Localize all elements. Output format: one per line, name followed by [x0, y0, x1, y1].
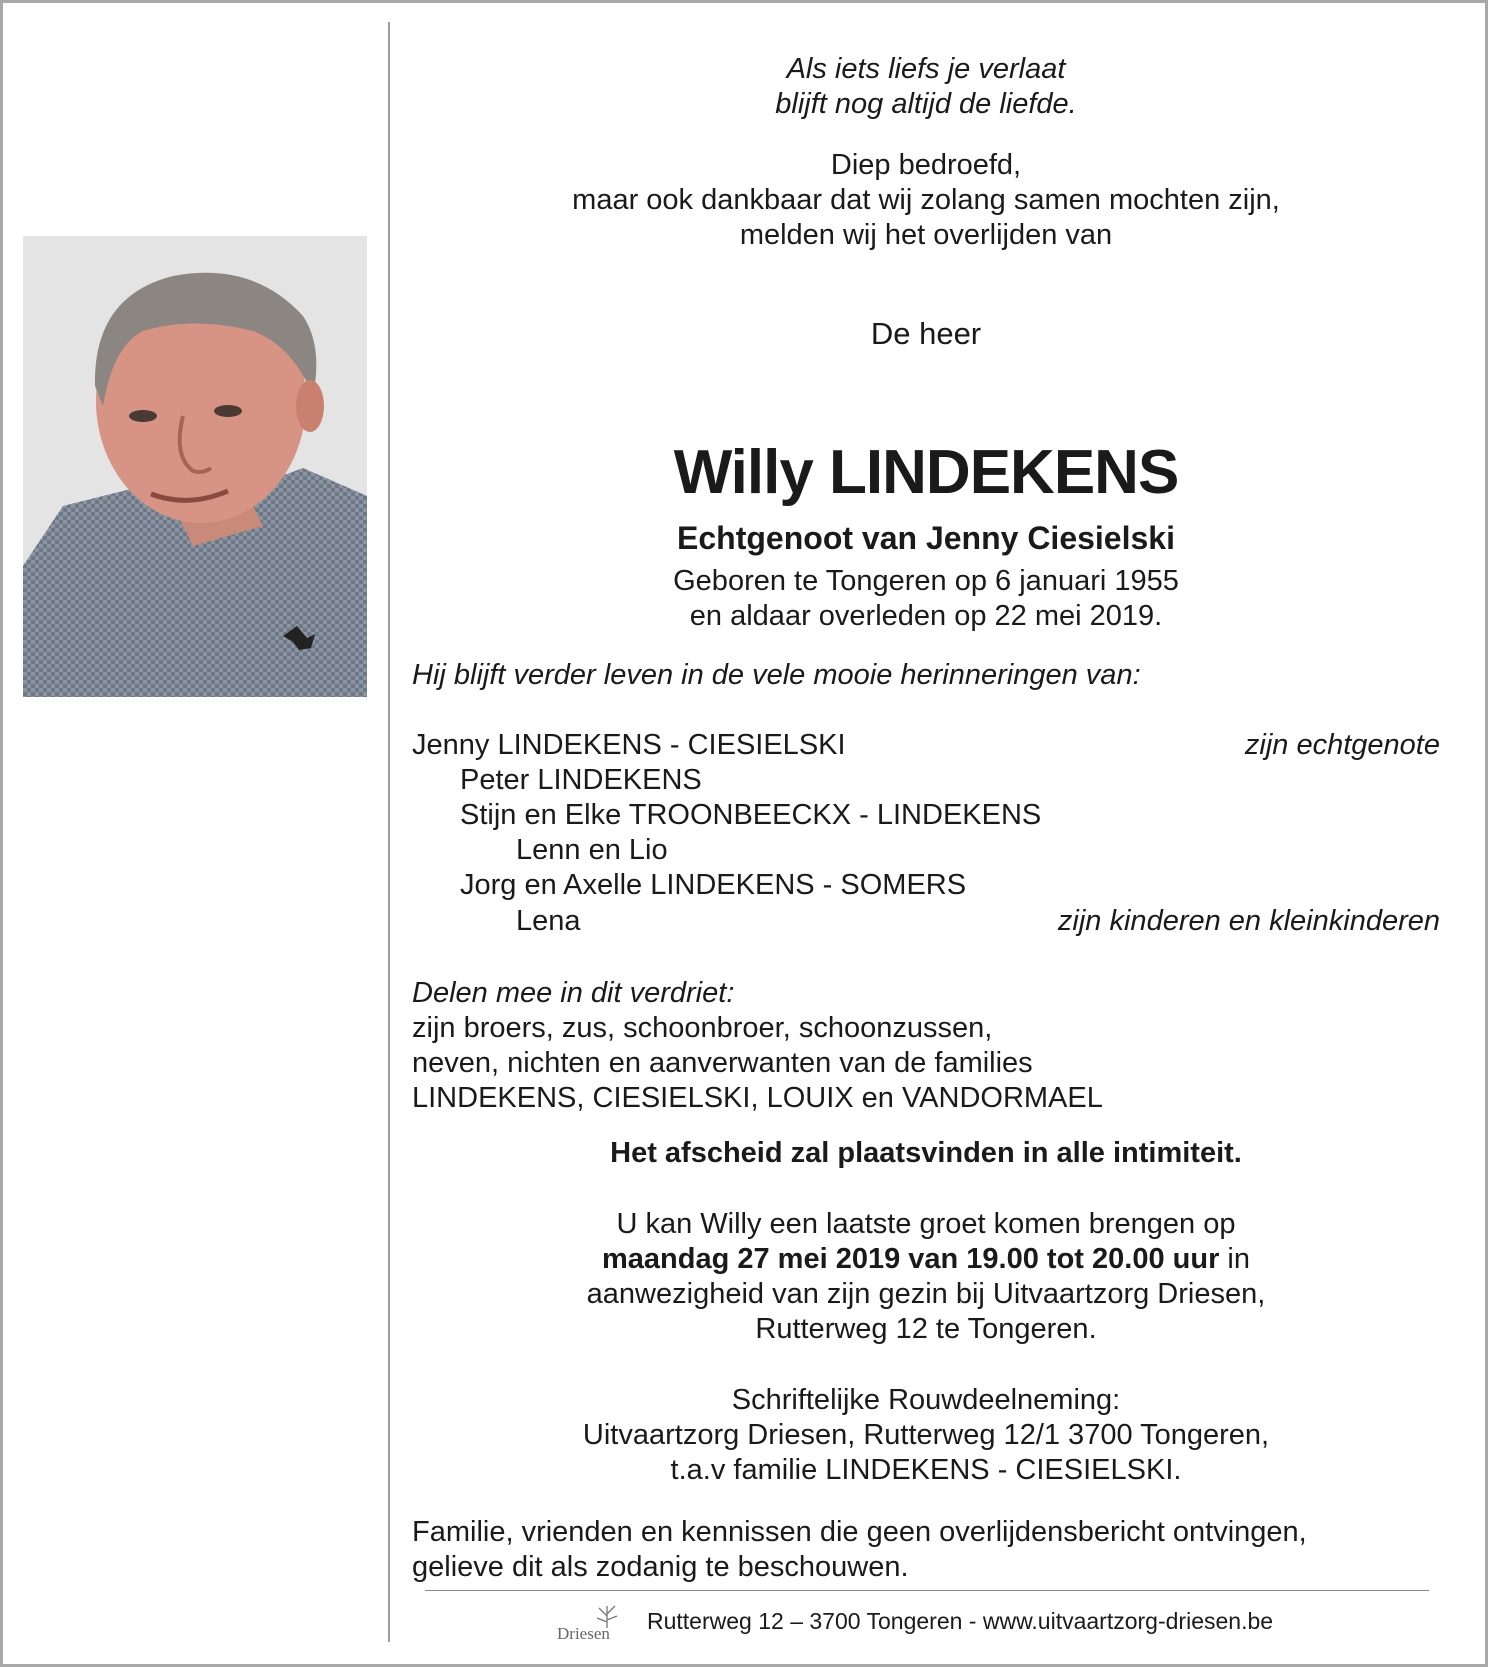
intro-line: Diep bedroefd,	[830, 149, 1022, 181]
death-line: en aldaar overleden op 22 mei 2019.	[689, 600, 1163, 632]
logo-text: Driesen	[557, 1624, 610, 1643]
condolence-line: Schriftelijke Rouwdeelneming:	[731, 1384, 1121, 1416]
family-spouse-role: zijn echtgenote	[1244, 729, 1440, 761]
footer-address[interactable]: Rutterweg 12 – 3700 Tongeren - www.uitvaartzorg-driesen.be	[647, 1608, 1274, 1634]
closing-line: Familie, vrienden en kennissen die geen overlijdensbericht ontvingen,	[412, 1516, 1307, 1548]
memories-heading: Hij blijft verder leven in de vele mooie herinneringen van:	[412, 659, 1141, 691]
intro-line: maar ook dankbaar dat wij zolang samen mochten zijn,	[572, 184, 1280, 216]
visit-line: U kan Willy een laatste groet komen brengen op	[616, 1208, 1236, 1240]
sharing-line: neven, nichten en aanverwanten van de families	[412, 1047, 1033, 1079]
family-spouse-name: Jenny LINDEKENS - CIESIELSKI	[412, 729, 846, 761]
sharing-heading: Delen mee in dit verdriet:	[412, 977, 735, 1009]
farewell-notice: Het afscheid zal plaatsvinden in alle intimiteit.	[610, 1137, 1242, 1169]
family-member: Stijn en Elke TROONBEECKX - LINDEKENS	[460, 799, 1042, 831]
deceased-name: Willy LINDEKENS	[673, 438, 1179, 507]
condolence-line: Uitvaartzorg Driesen, Rutterweg 12/1 3700 Tongeren,	[582, 1419, 1270, 1451]
family-children-role: zijn kinderen en kleinkinderen	[1057, 905, 1440, 937]
portrait-illustration	[23, 236, 367, 697]
visit-line: aanwezigheid van zijn gezin bij Uitvaartzorg Driesen,	[586, 1278, 1266, 1310]
intro-line: melden wij het overlijden van	[739, 219, 1113, 251]
family-member: Jorg en Axelle LINDEKENS - SOMERS	[460, 869, 967, 901]
sharing-line: LINDEKENS, CIESIELSKI, LOUIX en VANDORMAEL	[412, 1082, 1103, 1114]
closing-line: gelieve dit als zodanig te beschouwen.	[412, 1551, 909, 1583]
family-member: Lena	[516, 905, 581, 937]
condolence-line: t.a.v familie LINDEKENS - CIESIELSKI.	[670, 1454, 1182, 1486]
portrait-photo	[23, 236, 367, 697]
motto-line: blijft nog altijd de liefde.	[775, 88, 1077, 120]
birth-line: Geboren te Tongeren op 6 januari 1955	[673, 565, 1179, 597]
column-divider	[388, 22, 390, 1642]
family-member: Lenn en Lio	[516, 834, 668, 866]
family-member: Peter LINDEKENS	[460, 764, 702, 796]
sharing-line: zijn broers, zus, schoonbroer, schoonzussen,	[412, 1012, 993, 1044]
spouse-line: Echtgenoot van Jenny Ciesielski	[677, 520, 1175, 556]
visit-date-suffix: in	[1219, 1243, 1250, 1275]
honorific: De heer	[870, 316, 982, 351]
driesen-logo	[555, 1598, 629, 1650]
visit-date: maandag 27 mei 2019 van 19.00 tot 20.00 uur	[601, 1243, 1220, 1275]
footer-divider	[425, 1590, 1429, 1591]
visit-date-line	[412, 1242, 1440, 1277]
visit-line: Rutterweg 12 te Tongeren.	[755, 1313, 1097, 1345]
motto-line: Als iets liefs je verlaat	[786, 53, 1066, 85]
